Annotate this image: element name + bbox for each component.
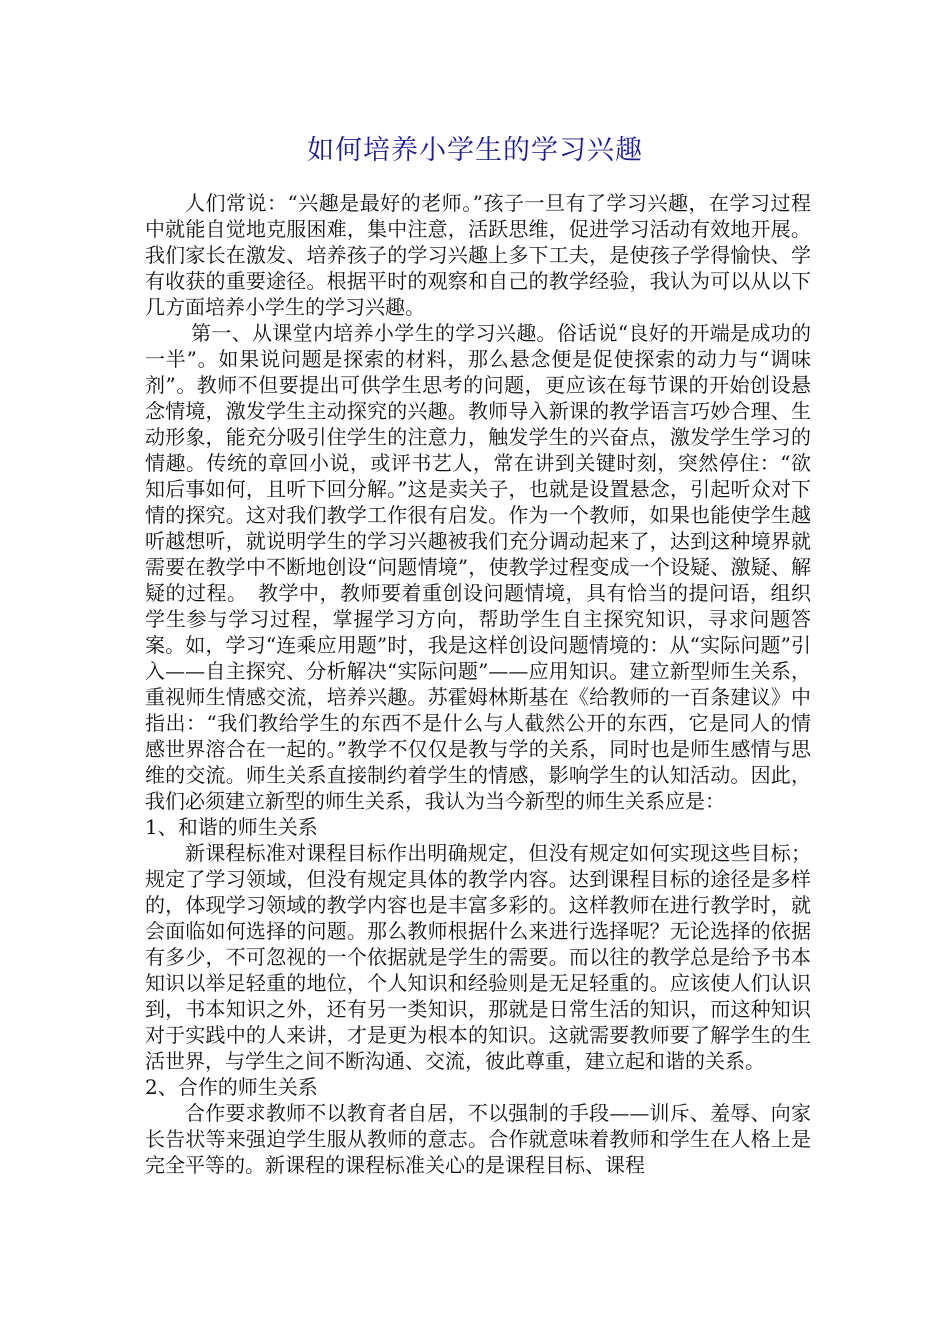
paragraph-harmonious: 新课程标准对课程目标作出明确规定，但没有规定如何实现这些目标；规定了学习领域，但没有规定具体的教学内容。达到课程目标的途径是多样的，体现学习领域的教学内容也是丰富多彩的。这样教师在进行教学时，就会面临如何选择的问题。那么教师根据什么来进行选择呢？无论选择的依据有多少，不可忽视的一个依据就是学生的需要。而以往的教学总是给予书本知识以举足轻重的地位，个人知识和经验则是无足轻重的。应该使人们认识到，书本知识之外，还有另一类知识，那就是日常生活的知识，而这种知识对于实践中的人来讲，才是更为根本的知识。这就需要教师要了解学生的生活世界，与学生之间不断沟通、交流，彼此尊重，建立起和谐的关系。 <box>145 841 811 1073</box>
section-heading-harmonious: 1、和谐的师生关系 <box>145 815 318 839</box>
section-heading-cooperative: 2、合作的师生关系 <box>145 1075 318 1099</box>
paragraph-cooperative: 合作要求教师不以教育者自居，不以强制的手段——训斥、羞辱、向家长告状等来强迫学生服从教师的意志。合作就意味着教师和学生在人格上是完全平等的。新课程的课程标准关心的是课程目标、课程 <box>145 1101 811 1177</box>
paragraph-intro: 人们常说：“兴趣是最好的老师。”孩子一旦有了学习兴趣，在学习过程中就能自觉地克服困难，集中注意，活跃思维，促进学习活动有效地开展。我们家长在激发、培养孩子的学习兴趣上多下工夫，是使孩子学得愉快、学有收获的重要途径。根据平时的观察和自己的教学经验，我认为可以从以下几方面培养小学生的学习兴趣。 <box>145 191 811 319</box>
document-body <box>145 190 811 1178</box>
paragraph-first-point: 第一、从课堂内培养小学生的学习兴趣。俗话说“良好的开端是成功的一半”。如果说问题是探索的材料，那么悬念便是促使探索的动力与“调味剂”。教师不但要提出可供学生思考的问题，更应该在每节课的开始创设悬念情境，激发学生主动探究的兴趣。教师导入新课的教学语言巧妙合理、生动形象，能充分吸引住学生的注意力，触发学生的兴奋点，激发学生学习的情趣。传统的章回小说，或评书艺人，常在讲到关键时刻，突然停住：“欲知后事如何，且听下回分解。”这是卖关子，也就是设置悬念，引起听众对下情的探究。这对我们教学工作很有启发。作为一个教师，如果也能使学生越听越想听，就说明学生的学习兴趣被我们充分调动起来了，达到这种境界就需要在教学中不断地创设“问题情境”，使教学过程变成一个设疑、激疑、解疑的过程。 教学中，教师要着重创设问题情境，具有恰当的提问语，组织学生参与学习过程，掌握学习方向，帮助学生自主探究知识，寻求问题答案。如，学习“连乘应用题”时，我是这样创设问题情境的：从“实际问题”引入——自主探究、分析解决“实际问题”——应用知识。建立新型师生关系，重视师生情感交流，培养兴趣。苏霍姆林斯基在《给教师的一百条建议》中指出：“我们教给学生的东西不是什么与人截然公开的东西，它是同人的情感世界溶合在一起的。”教学不仅仅是教与学的关系，同时也是师生感情与思维的交流。师生关系直接制约着学生的情感，影响学生的认知活动。因此，我们必须建立新型的师生关系，我认为当今新型的师生关系应是： <box>145 321 811 813</box>
page-title: 如何培养小学生的学习兴趣 <box>307 135 643 166</box>
